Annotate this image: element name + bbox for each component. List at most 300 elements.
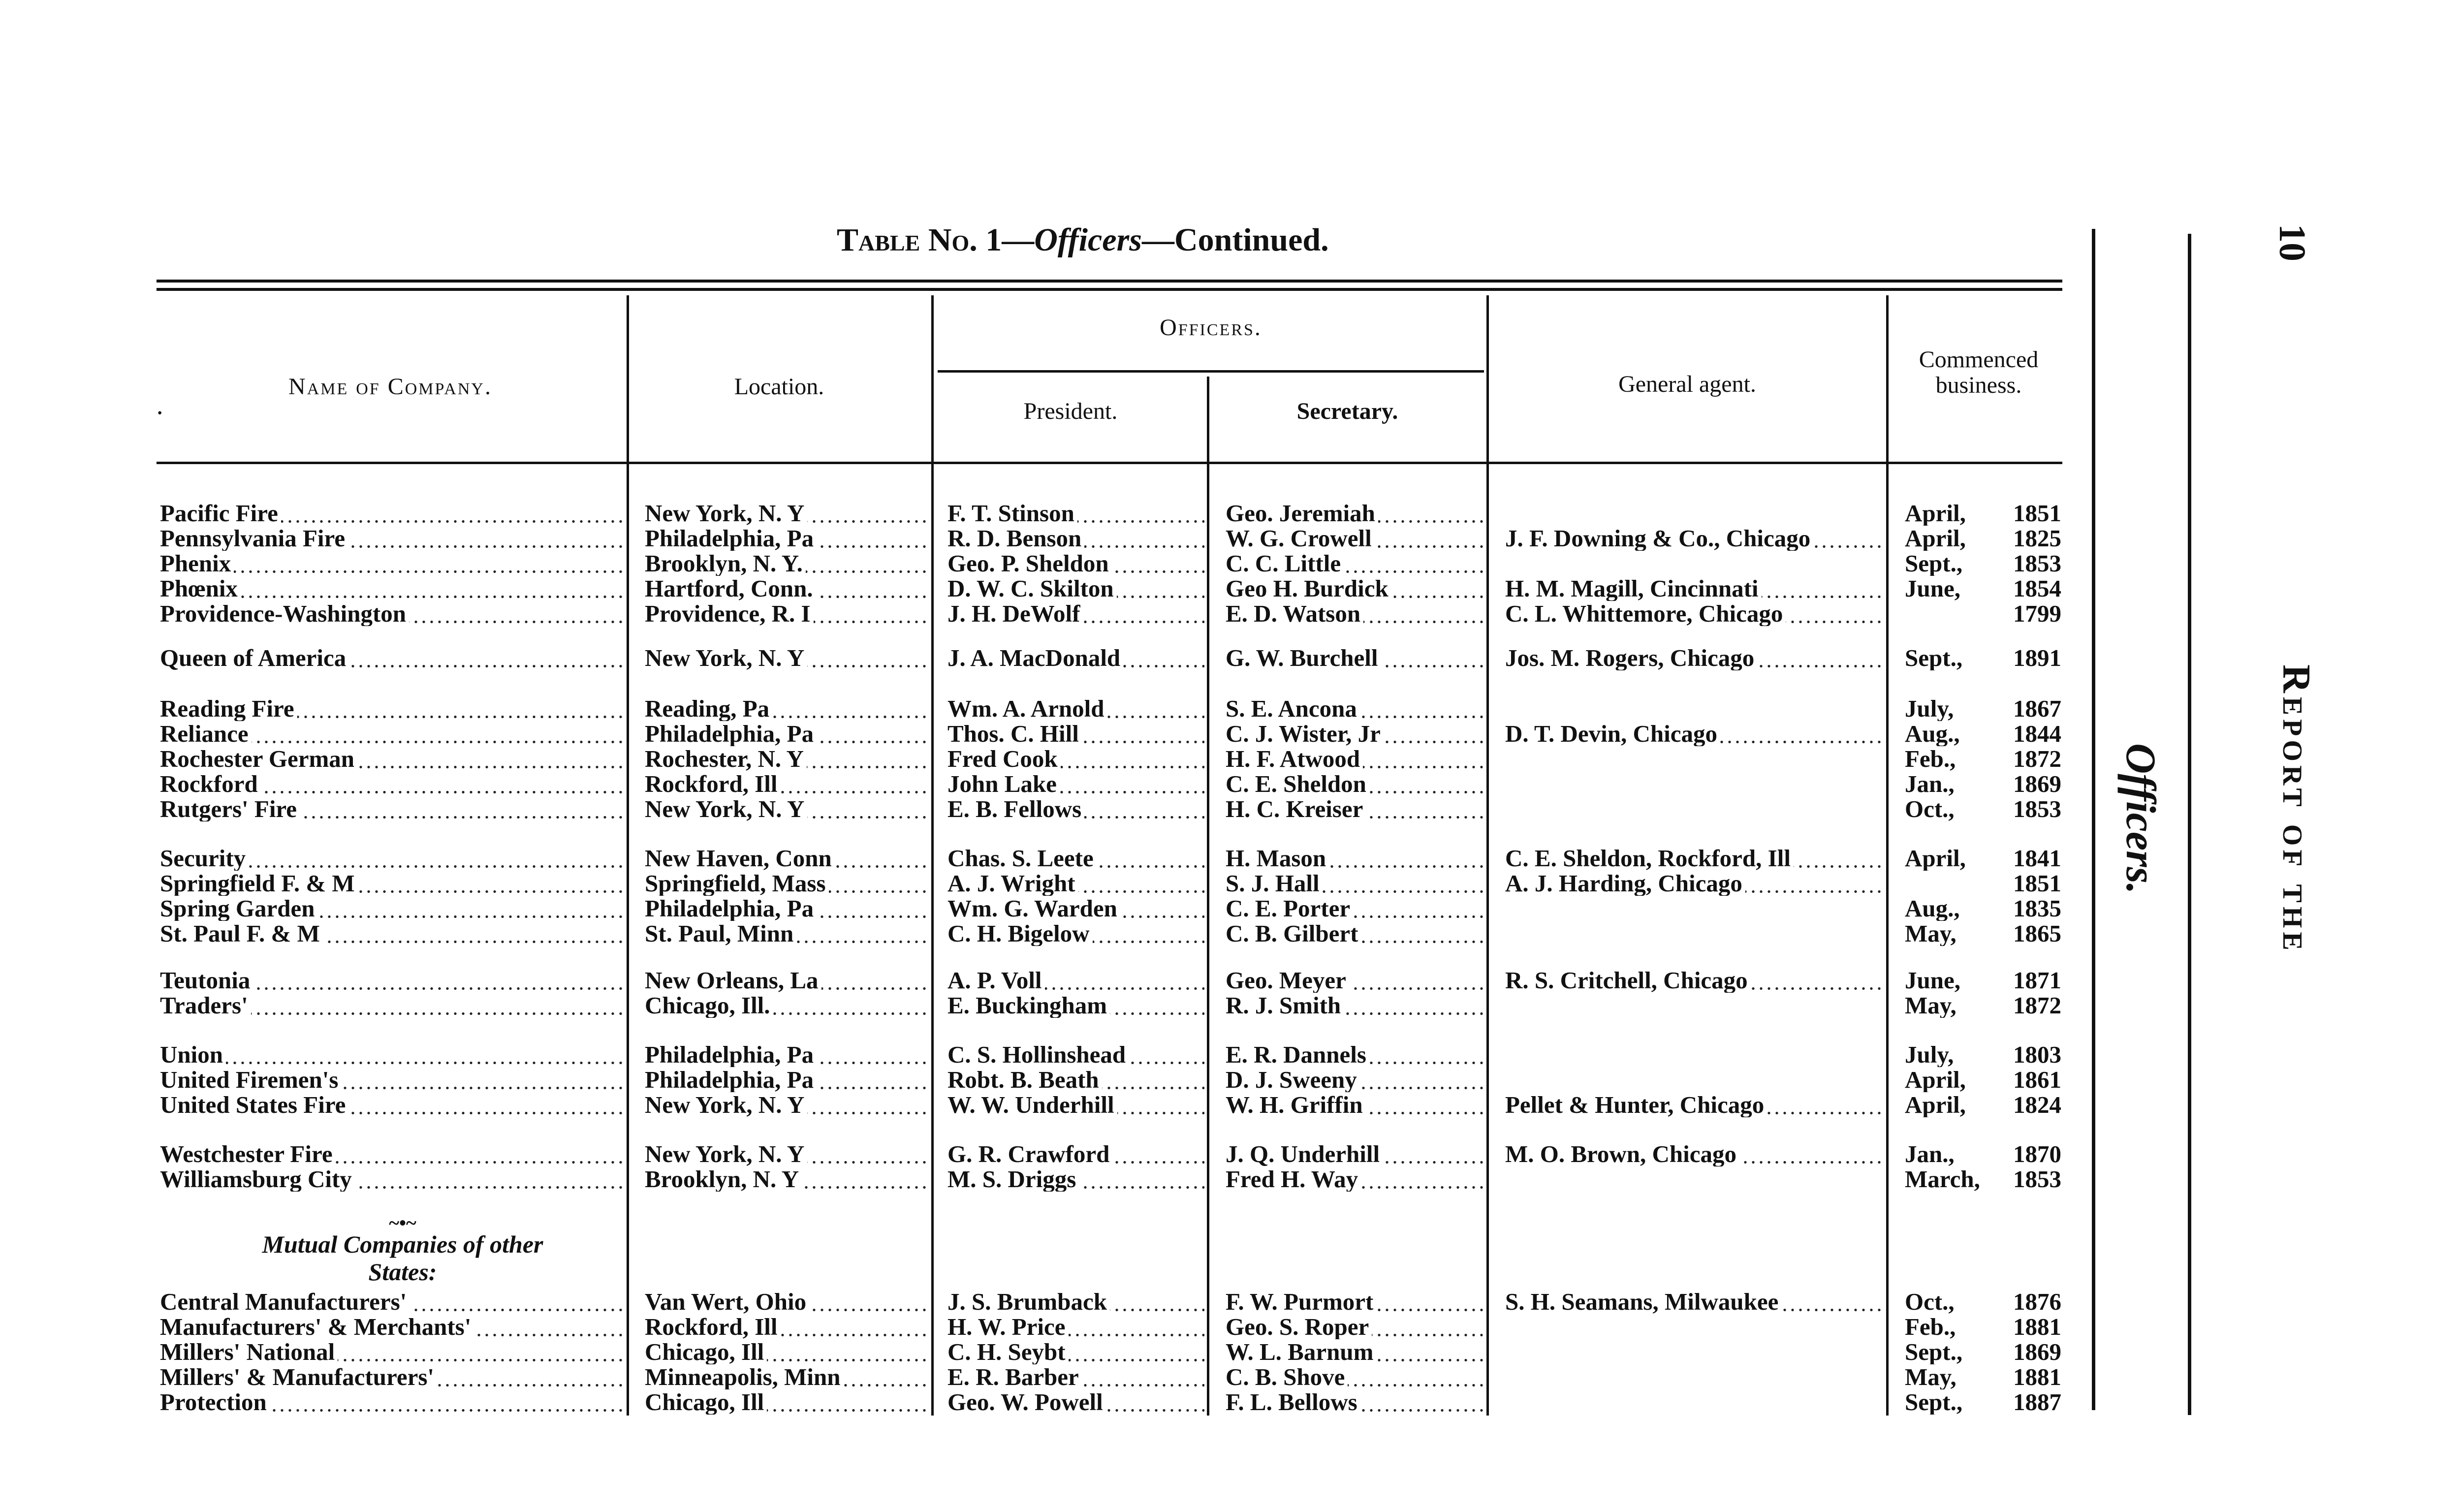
commenced-month [1905, 1390, 1998, 1415]
commenced-year-text: 1799 [2013, 601, 2061, 626]
company-location [645, 646, 929, 670]
company-location [645, 1167, 929, 1192]
commenced-year [2013, 772, 2067, 796]
secretary-name-text: H. C. Kreiser [1226, 797, 1366, 821]
company-location [645, 722, 929, 746]
secretary-name [1226, 993, 1484, 1018]
commenced-year [2013, 1390, 2067, 1415]
company-location [645, 747, 929, 771]
commenced-month-text: Jan., [1905, 772, 1955, 796]
commenced-month [1905, 772, 1998, 796]
president-name [947, 551, 1204, 576]
section-mutual-companies [181, 1212, 624, 1286]
header-officers: Officers. [1160, 315, 1262, 341]
president-name [947, 1340, 1204, 1364]
general-agent-text: S. H. Seamans, Milwaukee [1505, 1290, 1781, 1314]
company-location-text: Brooklyn, N. Y [645, 1167, 802, 1192]
company-name [160, 646, 623, 670]
president-name-text: E. B. Fellows [947, 797, 1084, 821]
secretary-name [1226, 797, 1484, 821]
company-location-text: Hartford, Conn. [645, 576, 816, 601]
president-name-text: A. J. Wright [947, 871, 1078, 896]
commenced-year-text: 1891 [2013, 646, 2061, 670]
president-name-text: R. D. Benson [947, 526, 1084, 551]
commenced-year [2013, 896, 2067, 921]
company-location-text: Rockford, Ill [645, 772, 781, 796]
company-location [645, 501, 929, 526]
company-location [645, 1093, 929, 1117]
company-name-text: Queen of America [160, 646, 349, 670]
secretary-name [1226, 1365, 1484, 1389]
company-name-text: Manufacturers' & Merchants' [160, 1315, 474, 1339]
company-name [160, 993, 623, 1018]
column-divider [1486, 295, 1489, 1416]
commenced-month-text: May, [1905, 921, 1956, 946]
commenced-month [1905, 1093, 1998, 1117]
commenced-month [1905, 1042, 1998, 1067]
president-name [947, 1167, 1204, 1192]
secretary-name-text: Geo. Jeremiah [1226, 501, 1378, 526]
general-agent [1505, 968, 1884, 993]
president-name-text: Chas. S. Leete [947, 846, 1097, 871]
president-name-text: J. S. Brumback [947, 1290, 1110, 1314]
commenced-month-text: April, [1905, 1093, 1966, 1117]
president-name [947, 871, 1204, 896]
commenced-year-text: 1871 [2013, 968, 2061, 993]
page-number: 10 [2272, 224, 2313, 261]
president-name-text: W. W. Underhill [947, 1093, 1117, 1117]
general-agent [1505, 526, 1884, 551]
company-location-text: Philadelphia, Pa [645, 526, 817, 551]
company-location-text: Philadelphia, Pa [645, 1042, 817, 1067]
company-name-text: Millers' & Manufacturers' [160, 1365, 437, 1389]
table-title-officers: Officers [1034, 222, 1142, 258]
secretary-name-text: F. W. Purmort [1226, 1290, 1376, 1314]
company-name-text: Providence-Washington [160, 601, 409, 626]
company-name-text: Phœnix [160, 576, 241, 601]
company-name [160, 1142, 623, 1166]
company-name [160, 921, 623, 946]
general-agent [1505, 871, 1884, 896]
general-agent [1505, 1142, 1884, 1166]
officers-underline [938, 370, 1484, 373]
secretary-name [1226, 1093, 1484, 1117]
commenced-month [1905, 968, 1998, 993]
commenced-year [2013, 526, 2067, 551]
company-location-text: Minneapolis, Minn [645, 1365, 844, 1389]
general-agent [1505, 722, 1884, 746]
commenced-year-text: 1881 [2013, 1315, 2061, 1339]
header-commenced [1890, 347, 2067, 398]
company-location [645, 968, 929, 993]
president-name-text: E. Buckingham [947, 993, 1110, 1018]
commenced-month-text: May, [1905, 1365, 1956, 1389]
company-name [160, 551, 623, 576]
company-location [645, 1290, 929, 1314]
secretary-name [1226, 1042, 1484, 1067]
company-location-text: Rockford, Ill [645, 1315, 781, 1339]
president-name [947, 846, 1204, 871]
general-agent [1505, 846, 1884, 871]
company-location-text: New York, N. Y [645, 501, 807, 526]
company-location [645, 1068, 929, 1092]
general-agent [1505, 1093, 1884, 1117]
secretary-name [1226, 1340, 1484, 1364]
company-location [645, 1340, 929, 1364]
running-heading: Report of the [2274, 664, 2318, 954]
company-name-text: Union [160, 1042, 226, 1067]
commenced-month-text: June, [1905, 968, 1961, 993]
company-name [160, 797, 623, 821]
president-name-text: John Lake [947, 772, 1060, 796]
company-location [645, 551, 929, 576]
commenced-month-text: June, [1905, 576, 1961, 601]
commenced-year-text: 1853 [2013, 1167, 2061, 1192]
company-name-text: Westchester Fire [160, 1142, 336, 1166]
secretary-name [1226, 1167, 1484, 1192]
commenced-year-text: 1803 [2013, 1042, 2061, 1067]
company-name [160, 696, 623, 721]
company-location [645, 896, 929, 921]
general-agent-text: M. O. Brown, Chicago [1505, 1142, 1739, 1166]
company-location-text: New York, N. Y [645, 797, 807, 821]
president-name [947, 1142, 1204, 1166]
commenced-month-text: April, [1905, 846, 1966, 871]
company-location-text: Brooklyn, N. Y. [645, 551, 806, 576]
company-location [645, 696, 929, 721]
secretary-name [1226, 526, 1484, 551]
company-name-text: Protection [160, 1390, 270, 1415]
commenced-year-text: 1853 [2013, 551, 2061, 576]
secretary-name-text: W. G. Crowell [1226, 526, 1375, 551]
commenced-month [1905, 646, 1998, 670]
company-location-text: Philadelphia, Pa [645, 722, 817, 746]
commenced-year [2013, 1093, 2067, 1117]
commenced-month-text: Aug., [1905, 722, 1960, 746]
company-name [160, 526, 623, 551]
commenced-month-text: Sept., [1905, 1340, 1963, 1364]
company-name [160, 896, 623, 921]
company-name [160, 1340, 623, 1364]
secretary-name-text: H. F. Atwood [1226, 747, 1363, 771]
company-location [645, 601, 929, 626]
company-location-text: New York, N. Y [645, 646, 807, 670]
secretary-name [1226, 1390, 1484, 1415]
top-rule-1 [157, 280, 2062, 283]
president-name-text: G. R. Crawford [947, 1142, 1112, 1166]
president-name [947, 696, 1204, 721]
header-location: Location. [734, 374, 824, 400]
commenced-month [1905, 501, 1998, 526]
commenced-month-text: July, [1905, 1042, 1954, 1067]
president-name [947, 722, 1204, 746]
commenced-year [2013, 1068, 2067, 1092]
general-agent-text: R. S. Critchell, Chicago [1505, 968, 1751, 993]
commenced-year [2013, 1315, 2067, 1339]
commenced-month-text: Sept., [1905, 646, 1963, 670]
general-agent-text: C. L. Whittemore, Chicago [1505, 601, 1786, 626]
commenced-month [1905, 696, 1998, 721]
company-name [160, 1068, 623, 1092]
commenced-month [1905, 1290, 1998, 1314]
commenced-year-text: 1854 [2013, 576, 2061, 601]
secretary-name-text: C. J. Wister, Jr [1226, 722, 1384, 746]
secretary-name-text: Geo. Meyer [1226, 968, 1349, 993]
general-agent [1505, 646, 1884, 670]
general-agent [1505, 601, 1884, 626]
commenced-month [1905, 993, 1998, 1018]
company-name-text: United States Fire [160, 1093, 348, 1117]
company-name [160, 1290, 623, 1314]
margin-rule [2188, 234, 2191, 1415]
company-name-text: Reliance [160, 722, 252, 746]
company-name [160, 722, 623, 746]
company-name [160, 1365, 623, 1389]
company-name-text: Phenix [160, 551, 234, 576]
general-agent-text: Pellet & Hunter, Chicago [1505, 1093, 1767, 1117]
secretary-name-text: Geo H. Burdick [1226, 576, 1391, 601]
company-name [160, 1390, 623, 1415]
president-name [947, 576, 1204, 601]
general-agent-text: C. E. Sheldon, Rockford, Ill [1505, 846, 1794, 871]
commenced-month [1905, 846, 1998, 871]
president-name-text: M. S. Driggs [947, 1167, 1079, 1192]
secretary-name-text: D. J. Sweeny [1226, 1068, 1360, 1092]
commenced-year-text: 1887 [2013, 1390, 2061, 1415]
commenced-month [1905, 526, 1998, 551]
table-number: Table No. 1— [837, 222, 1035, 258]
president-name [947, 921, 1204, 946]
president-name [947, 993, 1204, 1018]
commenced-month [1905, 1167, 1998, 1192]
secretary-name [1226, 772, 1484, 796]
commenced-month [1905, 722, 1998, 746]
secretary-name [1226, 921, 1484, 946]
secretary-name [1226, 601, 1484, 626]
secretary-name [1226, 696, 1484, 721]
president-name-text: J. A. MacDonald [947, 646, 1123, 670]
header-secretary: Secretary. [1296, 398, 1398, 424]
company-name-text: Williamsburg City [160, 1167, 355, 1192]
company-location [645, 871, 929, 896]
company-name-text: United Firemen's [160, 1068, 341, 1092]
commenced-year-text: 1853 [2013, 797, 2061, 821]
company-name [160, 1167, 623, 1192]
secretary-name [1226, 968, 1484, 993]
company-location [645, 526, 929, 551]
company-name [160, 601, 623, 626]
commenced-month-text: March, [1905, 1167, 1980, 1192]
president-name-text: C. S. Hollinshead [947, 1042, 1129, 1067]
commenced-month-text: April, [1905, 1068, 1966, 1092]
secretary-name-text: Fred H. Way [1226, 1167, 1361, 1192]
commenced-year [2013, 1340, 2067, 1364]
company-name [160, 501, 623, 526]
commenced-year [2013, 846, 2067, 871]
president-name [947, 526, 1204, 551]
commenced-month [1905, 1068, 1998, 1092]
commenced-month-text: Feb., [1905, 1315, 1956, 1339]
commenced-year-text: 1869 [2013, 772, 2061, 796]
company-location [645, 993, 929, 1018]
president-name-text: H. W. Price [947, 1315, 1069, 1339]
secretary-name [1226, 1142, 1484, 1166]
company-name [160, 576, 623, 601]
president-name [947, 772, 1204, 796]
president-name [947, 1290, 1204, 1314]
president-name [947, 747, 1204, 771]
commenced-year [2013, 646, 2067, 670]
president-name [947, 601, 1204, 626]
secretary-name [1226, 722, 1484, 746]
company-location-text: Philadelphia, Pa [645, 1068, 817, 1092]
column-divider [1886, 295, 1889, 1416]
company-location-text: Providence, R. I [645, 601, 814, 626]
secretary-name-text: R. J. Smith [1226, 993, 1344, 1018]
president-name [947, 896, 1204, 921]
general-agent-text: Jos. M. Rogers, Chicago [1505, 646, 1757, 670]
commenced-year [2013, 722, 2067, 746]
president-name [947, 797, 1204, 821]
company-location-text: Chicago, Ill. [645, 993, 773, 1018]
company-name [160, 846, 623, 871]
company-location [645, 921, 929, 946]
company-location-text: New York, N. Y [645, 1142, 807, 1166]
company-name [160, 1093, 623, 1117]
general-agent-text: J. F. Downing & Co., Chicago [1505, 526, 1813, 551]
president-name-text: Fred Cook [947, 747, 1061, 771]
president-name-text: J. H. DeWolf [947, 601, 1083, 626]
company-name-text: Spring Garden [160, 896, 317, 921]
commenced-year [2013, 551, 2067, 576]
commenced-year-text: 1835 [2013, 896, 2061, 921]
header-general-agent: General agent. [1618, 371, 1756, 397]
commenced-year [2013, 501, 2067, 526]
president-name-text: C. H. Bigelow [947, 921, 1093, 946]
secretary-name-text: H. Mason [1226, 846, 1329, 871]
secretary-name [1226, 1315, 1484, 1339]
secretary-name [1226, 551, 1484, 576]
commenced-month [1905, 921, 1998, 946]
president-name [947, 1390, 1204, 1415]
company-name-text: Pennsylvania Fire [160, 526, 348, 551]
commenced-month [1905, 1142, 1998, 1166]
header-name-of-company: Name of Company. [288, 374, 492, 400]
commenced-month-text: Aug., [1905, 896, 1960, 921]
president-name [947, 1365, 1204, 1389]
commenced-year-text: 1825 [2013, 526, 2061, 551]
president-name-text: Robt. B. Beath [947, 1068, 1102, 1092]
commenced-month [1905, 797, 1998, 821]
commenced-year [2013, 968, 2067, 993]
commenced-year [2013, 1365, 2067, 1389]
commenced-month [1905, 896, 1998, 921]
company-location-text: Springfield, Mass [645, 871, 829, 896]
secretary-name [1226, 846, 1484, 871]
secretary-name-text: W. H. Griffin [1226, 1093, 1366, 1117]
commenced-month [1905, 1340, 1998, 1364]
company-location-text: Van Wert, Ohio [645, 1290, 809, 1314]
commenced-month [1905, 1315, 1998, 1339]
company-location [645, 797, 929, 821]
company-location-text: Chicago, Ill [645, 1340, 767, 1364]
commenced-year-text: 1870 [2013, 1142, 2061, 1166]
secretary-name-text: C. C. Little [1226, 551, 1344, 576]
commenced-month-text: Oct., [1905, 797, 1955, 821]
company-name-text: Millers' National [160, 1340, 338, 1364]
president-name-text: Geo. P. Sheldon [947, 551, 1112, 576]
table-title [837, 221, 1329, 259]
company-name [160, 968, 623, 993]
secretary-name [1226, 747, 1484, 771]
secretary-name-text: Geo. S. Roper [1226, 1315, 1372, 1339]
company-location [645, 1042, 929, 1067]
secretary-name-text: E. R. Dannels [1226, 1042, 1369, 1067]
president-name [947, 968, 1204, 993]
header-commenced-line2: business. [1935, 372, 2022, 398]
commenced-month-text: April, [1905, 526, 1966, 551]
table-title-continued: —Continued. [1141, 222, 1329, 258]
commenced-year-text: 1824 [2013, 1093, 2061, 1117]
section-line2: States: [368, 1258, 437, 1286]
commenced-year-text: 1841 [2013, 846, 2061, 871]
margin-rule [2092, 229, 2095, 1410]
company-location-text: Philadelphia, Pa [645, 896, 817, 921]
commenced-year-text: 1851 [2013, 871, 2061, 896]
president-name-text: Thos. C. Hill [947, 722, 1082, 746]
general-agent-text: A. J. Harding, Chicago [1505, 871, 1745, 896]
secretary-name [1226, 646, 1484, 670]
commenced-year [2013, 797, 2067, 821]
company-name [160, 1042, 623, 1067]
president-name-text: F. T. Stinson [947, 501, 1077, 526]
company-name [160, 772, 623, 796]
secretary-name-text: C. E. Porter [1226, 896, 1353, 921]
commenced-year [2013, 576, 2067, 601]
column-divider [627, 295, 629, 1416]
company-name-text: Reading Fire [160, 696, 297, 721]
commenced-month-text: Oct., [1905, 1290, 1955, 1314]
commenced-month [1905, 551, 1998, 576]
company-name-text: Pacific Fire [160, 501, 281, 526]
column-divider [1207, 377, 1209, 1416]
company-location [645, 1365, 929, 1389]
secretary-name [1226, 896, 1484, 921]
secretary-name-text: C. E. Sheldon [1226, 772, 1369, 796]
commenced-year [2013, 993, 2067, 1018]
company-location [645, 772, 929, 796]
general-agent-text: D. T. Devin, Chicago [1505, 722, 1720, 746]
commenced-year-text: 1865 [2013, 921, 2061, 946]
president-name-text: C. H. Seybt [947, 1340, 1069, 1364]
secretary-name-text: S. J. Hall [1226, 871, 1323, 896]
header-president: President. [1023, 398, 1118, 424]
commenced-year [2013, 871, 2067, 896]
company-name-text: Rockford [160, 772, 261, 796]
secretary-name-text: E. D. Watson [1226, 601, 1363, 626]
company-name [160, 1315, 623, 1339]
commenced-year-text: 1867 [2013, 696, 2061, 721]
commenced-year-text: 1881 [2013, 1365, 2061, 1389]
president-name [947, 646, 1204, 670]
commenced-year-text: 1872 [2013, 747, 2061, 771]
president-name [947, 1093, 1204, 1117]
president-name-text: Wm. G. Warden [947, 896, 1120, 921]
commenced-month-text: July, [1905, 696, 1954, 721]
general-agent [1505, 1290, 1884, 1314]
secretary-name [1226, 501, 1484, 526]
secretary-name [1226, 1290, 1484, 1314]
